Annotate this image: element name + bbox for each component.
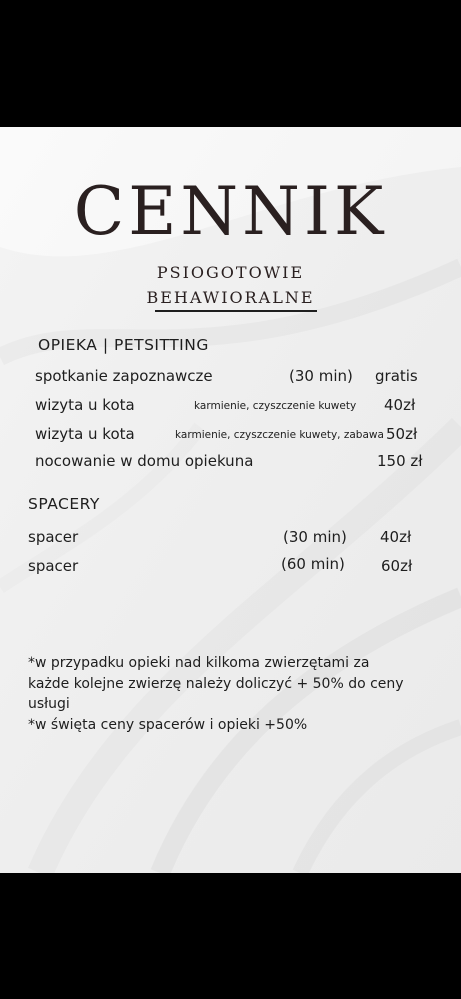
row-price: 150 zł [377, 452, 423, 470]
row-price: 40zł [380, 528, 412, 546]
row-name: spacer [28, 557, 79, 575]
row-detail: (60 min) [281, 555, 345, 573]
section-heading-opieka: OPIEKA | PETSITTING [38, 336, 209, 354]
note-line: usługi [28, 696, 70, 712]
row-price: gratis [375, 367, 418, 385]
row-name: spotkanie zapoznawcze [35, 367, 213, 385]
note-line: *w święta ceny spacerów i opieki +50% [28, 717, 308, 733]
row-detail: (30 min) [283, 528, 347, 546]
subtitle-line-2: BEHAWIORALNE [146, 288, 315, 307]
note-line: *w przypadku opieki nad kilkoma zwierzętami za [28, 655, 370, 671]
subtitle-underline [155, 310, 317, 312]
row-detail: karmienie, czyszczenie kuwety, zabawa [175, 429, 384, 441]
row-detail: (30 min) [289, 367, 353, 385]
subtitle-line-1: PSIOGOTOWIE [156, 263, 305, 282]
section-heading-spacery: SPACERY [28, 495, 100, 513]
row-name: wizyta u kota [35, 425, 135, 443]
note-line: każde kolejne zwierzę należy doliczyć + 50% do ceny [28, 676, 404, 692]
row-price: 40zł [384, 396, 416, 414]
row-price: 50zł [386, 425, 418, 443]
row-name: nocowanie w domu opiekuna [35, 452, 254, 470]
row-price: 60zł [381, 557, 413, 575]
row-name: wizyta u kota [35, 396, 135, 414]
row-detail: karmienie, czyszczenie kuwety [194, 400, 357, 412]
price-list-sheet [0, 127, 461, 873]
row-name: spacer [28, 528, 79, 546]
page-title: CENNIK [73, 173, 388, 250]
